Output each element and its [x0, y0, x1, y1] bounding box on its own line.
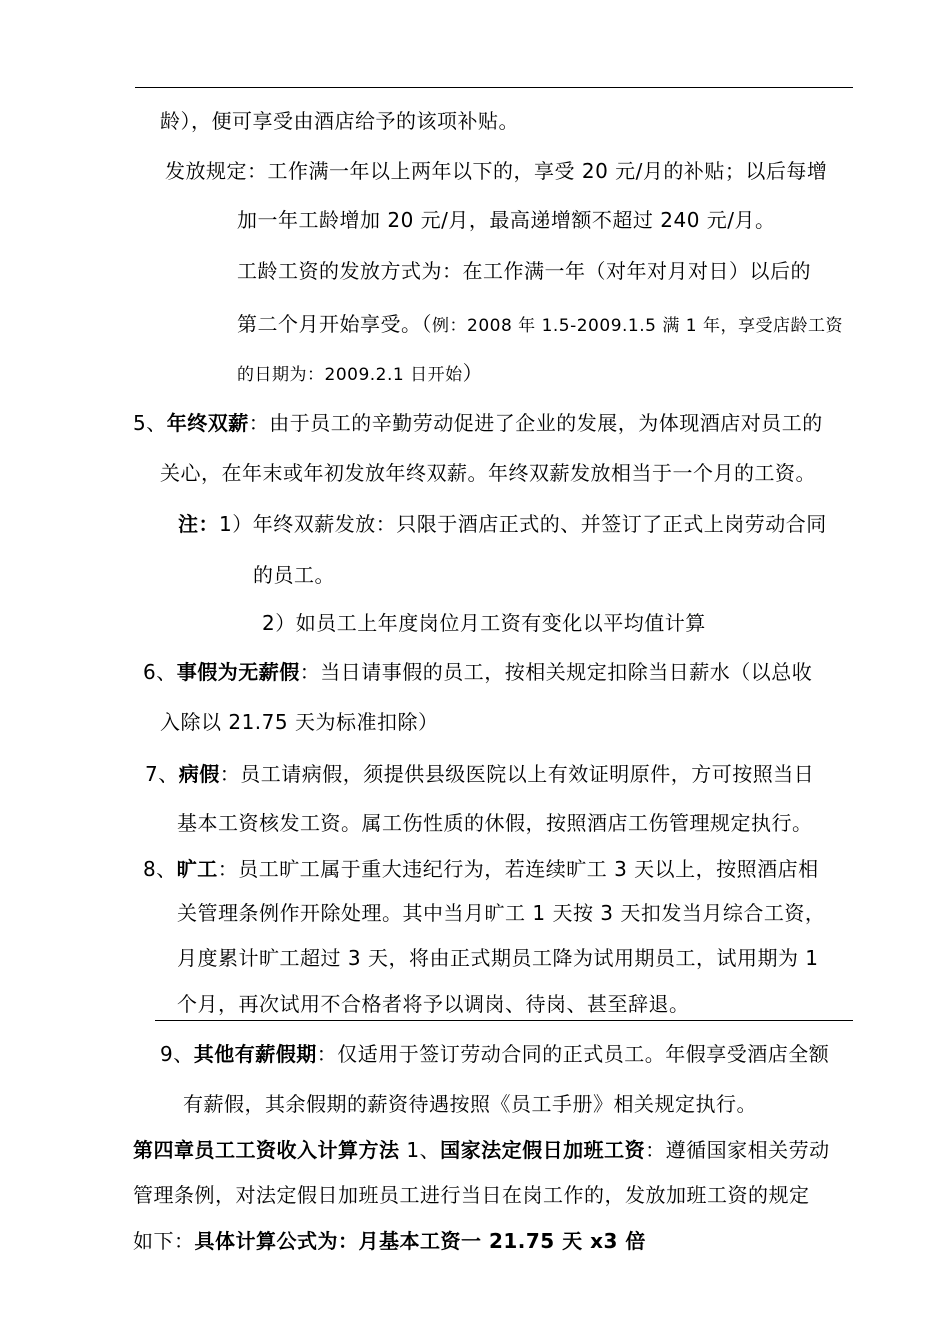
text-line: [237, 310, 843, 340]
item-7-heading: [145, 760, 814, 788]
text-run: 1）年终双薪发放：只限于酒店正式的、并签订了正式上岗劳动合同: [219, 512, 827, 536]
text-run: ）: [462, 361, 484, 385]
item-title: 病假: [178, 762, 220, 786]
text-line: 工龄工资的发放方式为：在工作满一年（对年对月对日）以后的: [237, 259, 811, 283]
item-number: 5、: [133, 411, 167, 435]
item-5-heading: [133, 409, 823, 437]
note-line: [178, 510, 827, 538]
text-run: 的日期为：2009.2.1 日开始: [237, 365, 463, 385]
item-title: 事假为无薪假: [176, 660, 300, 684]
text-line: 2）如员工上年度岗位月工资有变化以平均值计算: [262, 611, 706, 635]
formula-line: [133, 1227, 646, 1255]
chapter-title: 第四章员工工资收入计算方法: [133, 1138, 400, 1162]
text-run: 1、: [399, 1138, 441, 1162]
text-run: ：由于员工的辛勤劳动促进了企业的发展，为体现酒店对员工的: [248, 411, 823, 435]
text-line: 发放规定：工作满一年以上两年以下的，享受 20 元/月的补贴；以后每增: [165, 159, 828, 183]
text-run: ：遵循国家相关劳动: [645, 1138, 830, 1162]
chapter-4-heading: [133, 1136, 830, 1164]
text-line: 关管理条例作开除处理。其中当月旷工 1 天按 3 天扣发当月综合工资，: [177, 901, 826, 925]
formula: 具体计算公式为：月基本工资一 21.75 天 x3 倍: [194, 1229, 646, 1253]
text-line: 入除以 21.75 天为标准扣除）: [160, 710, 439, 734]
text-line: 基本工资核发工资。属工伤性质的休假，按照酒店工伤管理规定执行。: [177, 811, 813, 835]
text-line: 月度累计旷工超过 3 天，将由正式期员工降为试用期员工，试用期为 1: [177, 946, 819, 970]
item-title: 其他有薪假期: [193, 1042, 317, 1066]
text-run: ：仅适用于签订劳动合同的正式员工。年假享受酒店全额: [316, 1042, 830, 1066]
item-number: 7、: [145, 762, 179, 786]
item-title: 旷工: [176, 857, 218, 881]
text-line: 管理条例，对法定假日加班员工进行当日在岗工作的，发放加班工资的规定: [133, 1183, 810, 1207]
item-number: 9、: [160, 1042, 194, 1066]
text-run: ：当日请事假的员工，按相关规定扣除当日薪水（以总收: [299, 660, 813, 684]
item-9-heading: [160, 1040, 829, 1068]
text-line: [237, 359, 483, 389]
text-line: 关心，在年末或年初发放年终双薪。年终双薪发放相当于一个月的工资。: [160, 461, 816, 485]
item-number: 8、: [143, 857, 177, 881]
text-run: ：员工请病假，须提供县级医院以上有效证明原件，方可按照当日: [219, 762, 815, 786]
item-title: 国家法定假日加班工资: [440, 1138, 646, 1162]
text-run: 例：2008 年 1.5-2009.1.5 满 1 年，享受店龄工资: [432, 316, 843, 336]
item-title: 年终双薪: [166, 411, 249, 435]
text-run: 第二个月开始享受。（: [237, 312, 432, 336]
text-run: 如下：: [133, 1229, 195, 1253]
header-rule: [135, 87, 853, 88]
item-number: 6、: [143, 660, 177, 684]
text-line: 龄），便可享受由酒店给予的该项补贴。: [160, 109, 519, 133]
note-label: 注：: [178, 512, 219, 536]
text-line: 有薪假，其余假期的薪资待遇按照《员工手册》相关规定执行。: [183, 1092, 757, 1116]
item-6-heading: [143, 658, 812, 686]
text-line: 的员工。: [253, 563, 335, 587]
text-run: ：员工旷工属于重大违纪行为，若连续旷工 3 天以上，按照酒店相: [217, 857, 819, 881]
section-divider: [155, 1020, 853, 1021]
text-line: 个月，再次试用不合格者将予以调岗、待岗、甚至辞退。: [177, 992, 690, 1016]
text-line: 加一年工龄增加 20 元/月，最高递增额不超过 240 元/月。: [237, 208, 776, 232]
item-8-heading: [143, 855, 819, 883]
